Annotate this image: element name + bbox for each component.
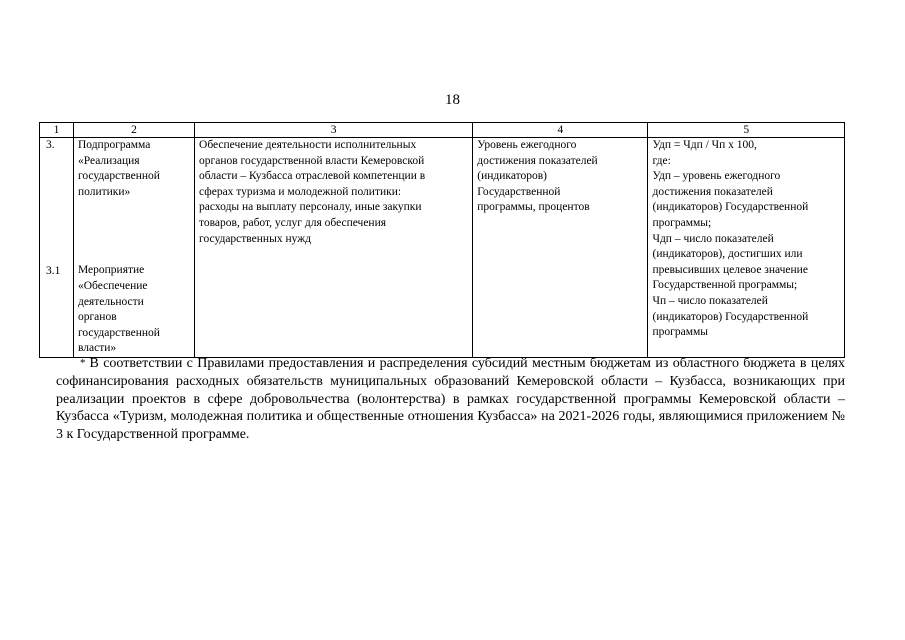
- indicator-line: Государственной: [477, 185, 561, 198]
- description-line: Обеспечение деятельности исполнительных: [199, 139, 417, 151]
- subprogram-line: государственной: [77, 170, 160, 183]
- subprogram-line: политики»: [77, 185, 131, 198]
- table-row: [40, 138, 845, 358]
- formula-line: Удп = Чдп / Чп х 100,: [652, 139, 757, 151]
- cell-number: [40, 138, 74, 358]
- indicator-line: программы, процентов: [477, 201, 590, 214]
- measure-line: «Обеспечение: [77, 279, 148, 292]
- description-line: области – Кузбасса отраслевой компетенции в: [199, 170, 426, 183]
- formula-line: Чп – число показателей: [652, 294, 768, 307]
- header-cell-5: 5: [648, 123, 845, 138]
- description-line: государственных нужд: [199, 232, 311, 245]
- subprogram-line: «Реализация: [77, 154, 140, 167]
- description-line: товаров, работ, услуг для обеспечения: [199, 216, 387, 229]
- indicator-line: Уровень ежегодного: [477, 139, 577, 151]
- formula-line: программы;: [652, 216, 712, 229]
- cell-name: [73, 138, 194, 358]
- indicator-line: (индикаторов): [477, 170, 548, 183]
- header-cell-4: 4: [473, 123, 648, 138]
- formula-line: (индикаторов), достигших или: [652, 248, 803, 261]
- measure-line: государственной: [77, 326, 160, 339]
- indicator-line: достижения показателей: [477, 154, 598, 167]
- page-number: 18: [445, 92, 460, 108]
- cell-description: [195, 138, 473, 358]
- formula-line: достижения показателей: [652, 185, 773, 198]
- formula-line: (индикаторов) Государственной: [652, 201, 809, 214]
- footnote-marker: *: [80, 357, 86, 369]
- formula-line: Государственной программы;: [652, 279, 798, 292]
- formula-line: (индикаторов) Государственной: [652, 310, 809, 323]
- footnote: [56, 355, 845, 444]
- measure-line: органов: [77, 311, 117, 324]
- formula-line: программы: [652, 326, 708, 339]
- description-line: расходы на выплату персоналу, иные закупки: [199, 201, 422, 214]
- cell-indicator: [473, 138, 648, 358]
- header-cell-2: 2: [73, 123, 194, 138]
- description-line: органов государственной власти Кемеровской: [199, 154, 425, 167]
- measure-line: Мероприятие: [77, 264, 145, 277]
- indicators-table: [39, 122, 845, 358]
- footnote-text: В соответствии с Правилами предоставления и распределения субсидий местным бюджетам из областного бюджета в целях софинансирования расходных обязательств муниципальных образований Кемеровской области – Кузбасса, возникающих при реализации проектов в сфере добровольчества (волонтерства) в рамках государственной программы Кемеровской области – Кузбасса «Туризм, молодежная политика и общественные отношения Кузбасса» на 2021-2026 годы, являющимися приложением № 3 к Государственной программе.: [56, 356, 845, 443]
- measure-line: власти»: [77, 342, 117, 355]
- subprogram-line: Подпрограмма: [77, 139, 151, 151]
- formula-line: Удп – уровень ежегодного: [652, 170, 781, 183]
- cell-formula: [648, 138, 845, 358]
- table-header-row: [40, 123, 845, 138]
- header-cell-3: 3: [195, 123, 473, 138]
- row-number-3: 3.: [46, 139, 55, 151]
- formula-line: Чдп – число показателей: [652, 232, 774, 245]
- header-cell-1: 1: [40, 123, 74, 138]
- formula-line: где:: [652, 154, 671, 167]
- measure-line: деятельности: [77, 295, 144, 308]
- formula-line: превысивших целевое значение: [652, 263, 808, 276]
- description-line: сферах туризма и молодежной политики:: [199, 185, 402, 198]
- row-number-3-1: 3.1: [46, 264, 61, 277]
